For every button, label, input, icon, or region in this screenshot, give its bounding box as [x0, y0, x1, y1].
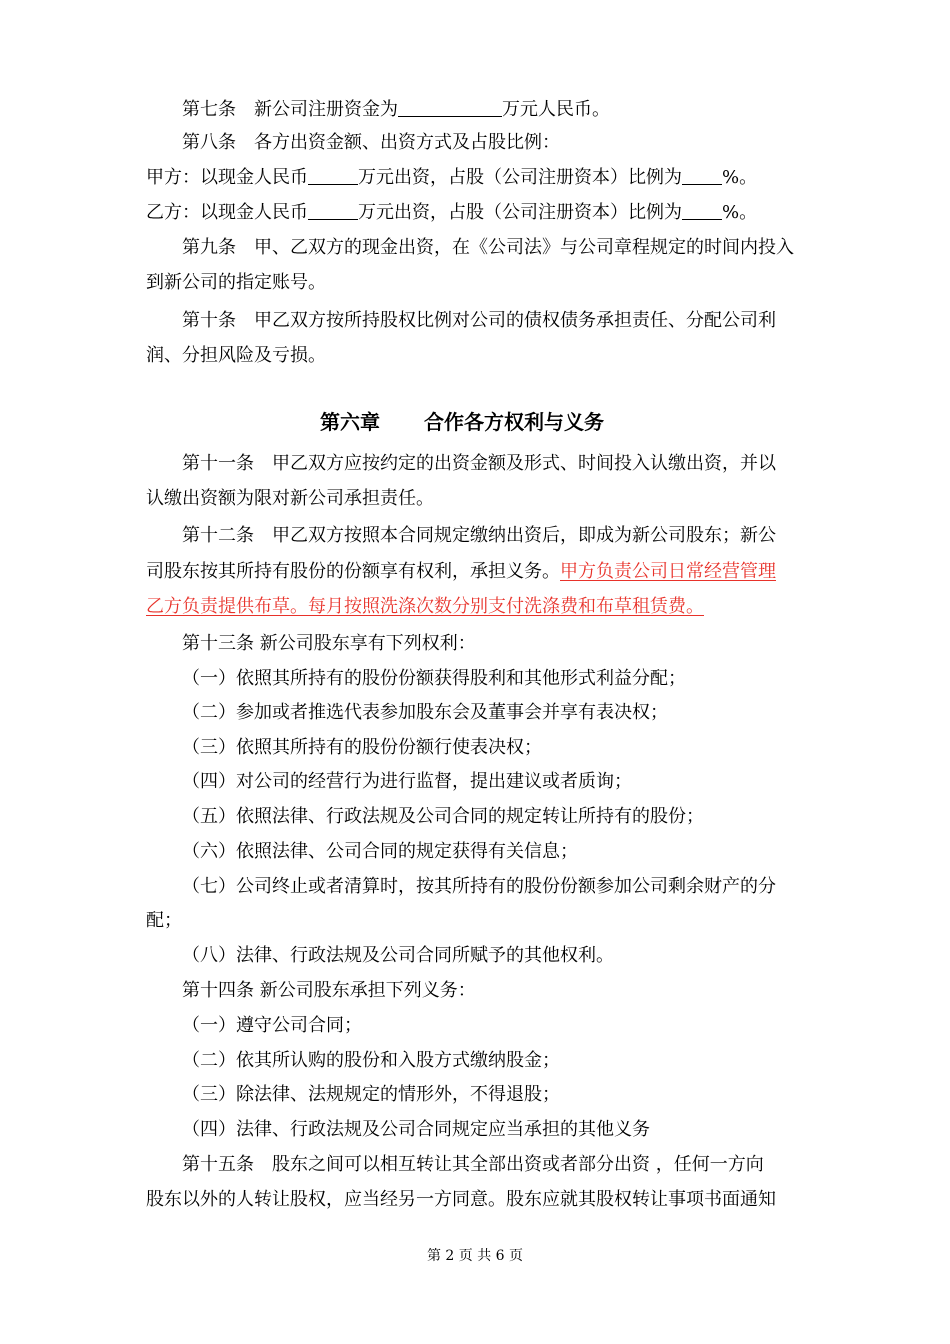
article-15-line-2: 股东以外的人转让股权，应当经另一方同意。股东应就其股权转让事项书面通知 — [146, 1189, 776, 1210]
party-a-amount-blank — [308, 166, 358, 185]
chapter-number: 第六章 — [320, 410, 380, 434]
right-item: （二）参加或者推选代表参加股东会及董事会并享有表决权； — [182, 702, 668, 723]
article-7 — [182, 98, 610, 122]
article-12-plain: 司股东按其所持有股份的份额享有权利，承担义务。 — [146, 561, 560, 582]
duty-item: （二）依其所认购的股份和入股方式缴纳股金； — [182, 1050, 560, 1071]
duty-item: （一）遵守公司合同； — [182, 1015, 362, 1036]
party-b-ratio-blank — [682, 201, 722, 220]
party-b-contribution — [146, 201, 757, 225]
party-b-amount-blank — [308, 201, 358, 220]
article-12-line-1: 第十二条 甲乙双方按照本合同规定缴纳出资后，即成为新公司股东；新公 — [182, 525, 776, 546]
right-item: （四）对公司的经营行为进行监督，提出建议或者质询； — [182, 771, 632, 792]
duty-item: （四）法律、行政法规及公司合同规定应当承担的其他义务 — [182, 1119, 650, 1140]
right-item: （一）依照其所持有的股份份额获得股利和其他形式利益分配； — [182, 668, 686, 689]
chapter-title: 合作各方权利与义务 — [424, 410, 604, 434]
duty-item: （三）除法律、法规规定的情形外，不得退股； — [182, 1084, 560, 1105]
party-b-suffix: %。 — [722, 202, 758, 223]
article-13: 第十三条 新公司股东享有下列权利： — [182, 633, 476, 654]
article-15-line-1: 第十五条 股东之间可以相互转让其全部出资或者部分出资 ，任何一方向 — [182, 1154, 764, 1175]
article-10-line-1: 第十条 甲乙双方按所持股权比例对公司的债权债务承担责任、分配公司利 — [182, 310, 776, 331]
page-footer: 第 2 页 共 6 页 — [426, 1248, 524, 1264]
article-8: 第八条 各方出资金额、出资方式及占股比例： — [182, 132, 560, 153]
right-item-continuation: 配； — [146, 910, 182, 931]
right-item: （三）依照其所持有的股份份额行使表决权； — [182, 737, 542, 758]
party-a-ratio-blank — [682, 166, 722, 185]
article-11-line-1: 第十一条 甲乙双方应按约定的出资金额及形式、时间投入认缴出资，并以 — [182, 453, 776, 474]
party-a-prefix: 甲方：以现金人民币 — [146, 167, 308, 188]
party-a-mid: 万元出资，占股（公司注册资本）比例为 — [358, 167, 682, 188]
party-b-prefix: 乙方：以现金人民币 — [146, 202, 308, 223]
revision-text-2: 乙方负责提供布草。每月按照洗涤次数分别支付洗涤费和布草租赁费。 — [146, 596, 704, 617]
right-item: （六）依照法律、公司合同的规定获得有关信息； — [182, 841, 578, 862]
capital-blank — [398, 98, 502, 117]
article-14: 第十四条 新公司股东承担下列义务： — [182, 980, 476, 1001]
article-10-line-2: 润、分担风险及亏损。 — [146, 345, 326, 366]
revision-text-1: 甲方负责公司日常经营管理 — [560, 561, 776, 582]
right-item: （七）公司终止或者清算时，按其所持有的股份份额参加公司剩余财产的分 — [182, 876, 776, 897]
article-9-line-1: 第九条 甲、乙双方的现金出资，在《公司法》与公司章程规定的时间内投入 — [182, 237, 794, 258]
article-12-line-2 — [146, 560, 776, 584]
right-item: （五）依照法律、行政法规及公司合同的规定转让所持有的股份； — [182, 806, 704, 827]
article-9-line-2: 到新公司的指定账号。 — [146, 272, 326, 293]
right-item: （八）法律、行政法规及公司合同所赋予的其他权利。 — [182, 945, 614, 966]
chapter-heading — [320, 410, 604, 434]
party-b-mid: 万元出资，占股（公司注册资本）比例为 — [358, 202, 682, 223]
article-7-text: 第七条 新公司注册资金为 — [182, 99, 398, 120]
article-11-line-2: 认缴出资额为限对新公司承担责任。 — [146, 488, 434, 509]
article-7-suffix: 万元人民币。 — [502, 99, 610, 120]
party-a-suffix: %。 — [722, 167, 758, 188]
party-a-contribution — [146, 166, 757, 190]
